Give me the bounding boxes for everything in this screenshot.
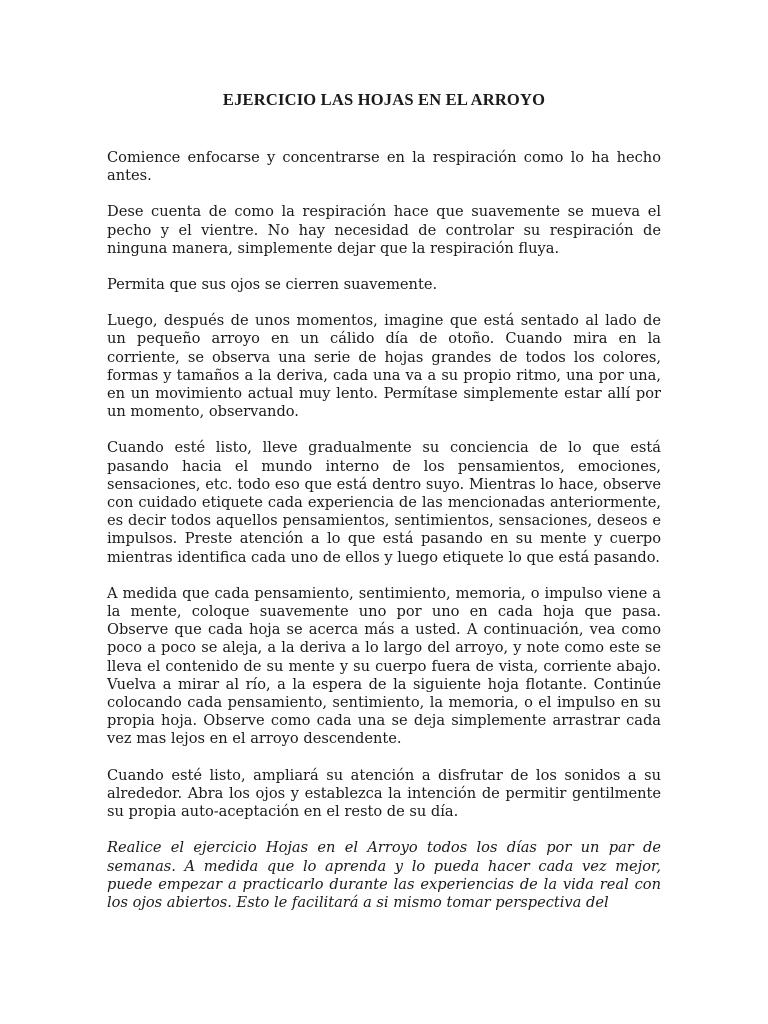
paragraph-practice-note: Realice el ejercicio Hojas en el Arroyo todos los días por un par de semanas. A medida que lo aprenda y lo pueda hacer cada vez mejor, puede empezar a practicarlo durante las experiencias de la vida real con los ojos abiertos. Esto le facilitará a si mismo tomar perspectiva del <box>107 839 661 911</box>
paragraph-breathing-focus: Comience enfocarse y concentrarse en la respiración como lo ha hecho antes. <box>107 149 661 185</box>
paragraph-label-experiences: Cuando esté listo, lleve gradualmente su conciencia de lo que está pasando hacia el mundo interno de los pensamientos, emociones, sensaciones, etc. todo eso que está dentro suyo. Mientras lo hace, observe con cuidado etiquete cada experiencia de las mencionadas anteriormente, es decir todos aquellos pensamientos, sentimientos, sensaciones, deseos e impulsos. Preste atención a lo que está pasando en su mente y cuerpo mientras identifica cada uno de ellos y luego etiquete lo que está pasando. <box>107 439 661 566</box>
paragraph-imagine-stream: Luego, después de unos momentos, imagine que está sentado al lado de un pequeño arroyo en un cálido día de otoño. Cuando mira en la corriente, se observa una serie de hojas grandes de todos los colores, formas y tamaños a la deriva, cada una va a su propio ritmo, una por una, en un movimiento actual muy lento. Permítase simplemente estar allí por un momento, observando. <box>107 312 661 421</box>
document-page <box>107 88 661 930</box>
paragraph-place-on-leaves: A medida que cada pensamiento, sentimiento, memoria, o impulso viene a la mente, coloque suavemente uno por uno en cada hoja que pasa. Observe que cada hoja se acerca más a usted. A continuación, vea como poco a poco se aleja, a la deriva a lo largo del arroyo, y note como este se lleva el contenido de su mente y su cuerpo fuera de vista, corriente abajo. Vuelva a mirar al río, a la espera de la siguiente hoja flotante. Continúe colocando cada pensamiento, sentimiento, la memoria, o el impulso en su propia hoja. Observe como cada una se deja simplemente arrastrar cada vez mas lejos en el arroyo descendente. <box>107 584 661 748</box>
paragraph-close-eyes: Permita que sus ojos se cierren suavemente. <box>107 276 438 294</box>
document-title: EJERCICIO LAS HOJAS EN EL ARROYO <box>222 90 546 109</box>
paragraph-open-eyes: Cuando esté listo, ampliará su atención a disfrutar de los sonidos a su alrededor. Abra los ojos y establezca la intención de permitir gentilmente su propia auto-aceptación en el resto de su día. <box>107 766 661 821</box>
paragraph-breathing-movement: Dese cuenta de como la respiración hace que suavemente se mueva el pecho y el vientre. No hay necesidad de controlar su respiración de ninguna manera, simplemente dejar que la respiración fluya. <box>107 203 661 257</box>
